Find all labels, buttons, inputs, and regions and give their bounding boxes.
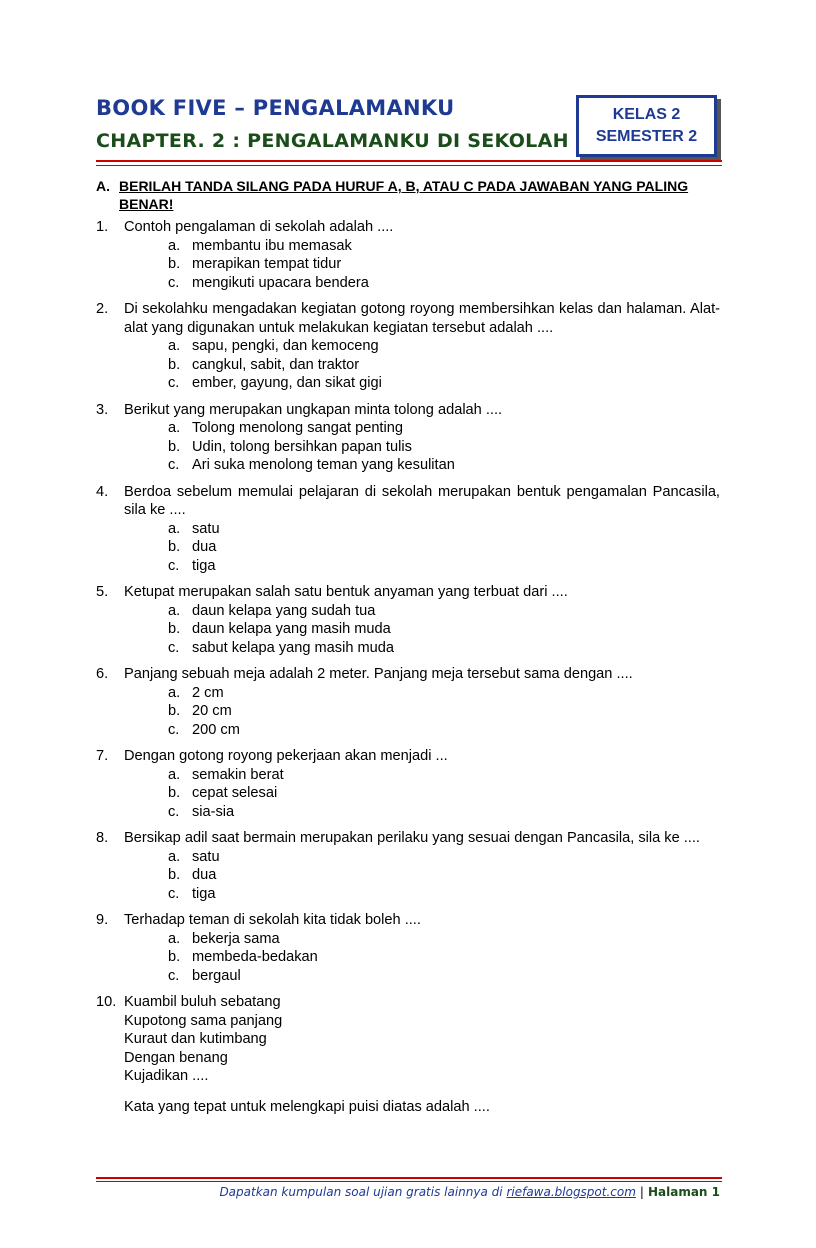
footer-separator: | <box>639 1185 644 1199</box>
option-text: membantu ibu memasak <box>192 237 352 254</box>
question-number: 7. <box>96 748 109 764</box>
option-letter: c. <box>168 967 180 984</box>
answer-option[interactable] <box>168 237 720 256</box>
question-number: 3. <box>96 401 109 418</box>
option-list <box>96 520 720 576</box>
option-list <box>96 766 720 822</box>
option-letter: a. <box>168 602 181 619</box>
option-letter: b. <box>168 356 181 373</box>
option-list <box>96 684 720 740</box>
option-text: tiga <box>192 557 216 574</box>
answer-option[interactable] <box>168 374 720 393</box>
answer-option[interactable] <box>168 784 720 803</box>
option-text: 200 cm <box>192 721 240 738</box>
question-item <box>96 300 720 393</box>
answer-option[interactable] <box>168 538 720 557</box>
question-text: Contoh pengalaman di sekolah adalah .... <box>124 219 394 235</box>
option-text: sapu, pengki, dan kemoceng <box>192 338 379 354</box>
option-letter: a. <box>168 420 181 436</box>
option-list <box>96 237 720 293</box>
question-number: 6. <box>96 666 109 682</box>
option-text: Tolong menolong sangat penting <box>192 420 403 436</box>
question-number: 5. <box>96 584 109 600</box>
question-number: 8. <box>96 830 109 846</box>
option-text: sia-sia <box>192 803 235 820</box>
question-number: 2. <box>96 301 109 317</box>
answer-option[interactable] <box>168 356 720 375</box>
poem-line: Kupotong sama panjang <box>124 1012 283 1029</box>
option-letter: c. <box>168 885 180 902</box>
option-letter: c. <box>168 803 180 820</box>
option-letter: b. <box>168 256 181 272</box>
option-text: sabut kelapa yang masih muda <box>192 639 395 656</box>
question-item <box>96 911 720 985</box>
answer-option[interactable] <box>168 620 720 639</box>
option-letter: c. <box>168 274 180 291</box>
answer-option[interactable] <box>168 337 720 356</box>
question-text: Di sekolahku mengadakan kegiatan gotong royong membersihkan kelas dan halaman. Alat-alat yang digunakan untuk melakukan kegiatan tersebut adalah .... <box>124 301 720 336</box>
question-number: 10. <box>96 994 117 1010</box>
answer-option[interactable] <box>168 602 720 621</box>
class-label: KELAS 2 <box>612 106 681 123</box>
option-text: semakin berat <box>192 766 284 783</box>
footer <box>219 1185 720 1199</box>
header-divider-thin <box>96 165 722 166</box>
answer-option[interactable] <box>168 930 720 949</box>
option-text: ember, gayung, dan sikat gigi <box>192 375 382 391</box>
page-number: Halaman 1 <box>647 1185 720 1199</box>
option-list <box>96 337 720 393</box>
question-text: Terhadap teman di sekolah kita tidak boleh .... <box>124 912 421 928</box>
option-text: merapikan tempat tidur <box>192 256 342 272</box>
option-letter: a. <box>168 684 181 701</box>
poem-line: Dengan benang <box>124 1049 228 1066</box>
option-text: tiga <box>192 885 216 902</box>
option-text: satu <box>192 520 220 537</box>
question-text: Ketupat merupakan salah satu bentuk anyaman yang terbuat dari .... <box>124 584 568 600</box>
semester-label: SEMESTER 2 <box>595 128 698 145</box>
option-letter: c. <box>168 457 180 473</box>
answer-option[interactable] <box>168 885 720 904</box>
footer-text: Dapatkan kumpulan soal ujian gratis lainnya di <box>219 1185 507 1199</box>
question-item <box>96 993 720 1116</box>
question-number: 1. <box>96 219 109 235</box>
answer-option[interactable] <box>168 419 720 438</box>
section-instruction <box>96 177 696 213</box>
option-letter: a. <box>168 930 181 947</box>
footer-divider-thin <box>96 1181 722 1182</box>
footer-divider <box>96 1177 722 1179</box>
option-text: 2 cm <box>192 684 224 701</box>
option-text: bekerja sama <box>192 930 280 947</box>
option-letter: c. <box>168 721 180 738</box>
question-item <box>96 401 720 475</box>
option-text: bergaul <box>192 967 241 984</box>
question-item <box>96 665 720 739</box>
poem-line: Kujadikan .... <box>124 1068 209 1084</box>
option-text: daun kelapa yang masih muda <box>192 621 391 637</box>
answer-option[interactable] <box>168 866 720 885</box>
poem-line: Kuraut dan kutimbang <box>124 1031 267 1047</box>
option-letter: a. <box>168 848 181 865</box>
option-letter: b. <box>168 785 181 801</box>
option-text: Udin, tolong bersihkan papan tulis <box>192 438 412 455</box>
chapter-title: CHAPTER. 2 : PENGALAMANKU DI SEKOLAH <box>96 130 569 152</box>
option-letter: c. <box>168 557 180 574</box>
question-number: 9. <box>96 912 109 928</box>
option-letter: b. <box>168 539 181 555</box>
option-text: Ari suka menolong teman yang kesulitan <box>192 457 455 473</box>
answer-option[interactable] <box>168 702 720 721</box>
header-divider <box>96 160 722 162</box>
option-list <box>96 602 720 658</box>
answer-option[interactable] <box>168 948 720 967</box>
option-letter: a. <box>168 766 181 783</box>
option-text: cepat selesai <box>192 785 278 801</box>
poem-line: Kuambil buluh sebatang <box>124 994 281 1010</box>
answer-option[interactable] <box>168 274 720 293</box>
question-number: 4. <box>96 483 109 500</box>
question-text: Kata yang tepat untuk melengkapi puisi diatas adalah .... <box>124 1098 490 1115</box>
option-text: daun kelapa yang sudah tua <box>192 602 376 619</box>
option-list <box>96 848 720 904</box>
answer-option[interactable] <box>168 803 720 822</box>
answer-option[interactable] <box>168 684 720 703</box>
option-text: mengikuti upacara bendera <box>192 274 369 291</box>
option-text: 20 cm <box>192 703 232 719</box>
option-letter: b. <box>168 438 181 455</box>
question-text: Dengan gotong royong pekerjaan akan menjadi ... <box>124 748 448 764</box>
option-text: dua <box>192 539 217 555</box>
instruction-text: BERILAH TANDA SILANG PADA HURUF A, B, ATAU C PADA JAWABAN YANG PALING BENAR! <box>119 178 689 212</box>
option-text: cangkul, sabit, dan traktor <box>192 356 360 373</box>
question-text: Berikut yang merupakan ungkapan minta tolong adalah .... <box>124 401 503 418</box>
class-semester-box <box>576 95 717 157</box>
option-letter: b. <box>168 867 181 883</box>
poem <box>124 993 720 1086</box>
option-text: membeda-bedakan <box>192 949 318 965</box>
option-letter: a. <box>168 520 181 537</box>
section-label: A. <box>96 178 110 194</box>
option-list <box>96 930 720 986</box>
option-letter: b. <box>168 949 181 965</box>
option-letter: b. <box>168 703 181 719</box>
question-item <box>96 747 720 821</box>
option-list <box>96 419 720 475</box>
question-item <box>96 583 720 657</box>
question-list <box>96 218 720 1124</box>
answer-option[interactable] <box>168 557 720 576</box>
answer-option[interactable] <box>168 766 720 785</box>
footer-link[interactable]: riefawa.blogspot.com <box>506 1185 636 1199</box>
question-text: Panjang sebuah meja adalah 2 meter. Panjang meja tersebut sama dengan .... <box>124 666 633 682</box>
question-text: Berdoa sebelum memulai pelajaran di sekolah merupakan bentuk pengamalan Pancasila, sila ke .... <box>124 483 720 518</box>
question-text: Bersikap adil saat bermain merupakan perilaku yang sesuai dengan Pancasila, sila ke .... <box>124 830 700 846</box>
option-text: dua <box>192 867 217 883</box>
option-letter: c. <box>168 375 180 391</box>
answer-option[interactable] <box>168 721 720 740</box>
question-item <box>96 483 720 576</box>
question-item <box>96 218 720 292</box>
answer-option[interactable] <box>168 438 720 457</box>
answer-option[interactable] <box>168 255 720 274</box>
answer-option[interactable] <box>168 639 720 658</box>
book-title: BOOK FIVE – PENGALAMANKU <box>96 96 455 120</box>
answer-option[interactable] <box>168 967 720 986</box>
option-letter: c. <box>168 639 180 656</box>
answer-option[interactable] <box>168 848 720 867</box>
option-text: satu <box>192 848 220 865</box>
option-letter: a. <box>168 237 181 254</box>
option-letter: b. <box>168 621 181 637</box>
answer-option[interactable] <box>168 520 720 539</box>
question-item <box>96 829 720 903</box>
option-letter: a. <box>168 338 181 354</box>
answer-option[interactable] <box>168 456 720 475</box>
